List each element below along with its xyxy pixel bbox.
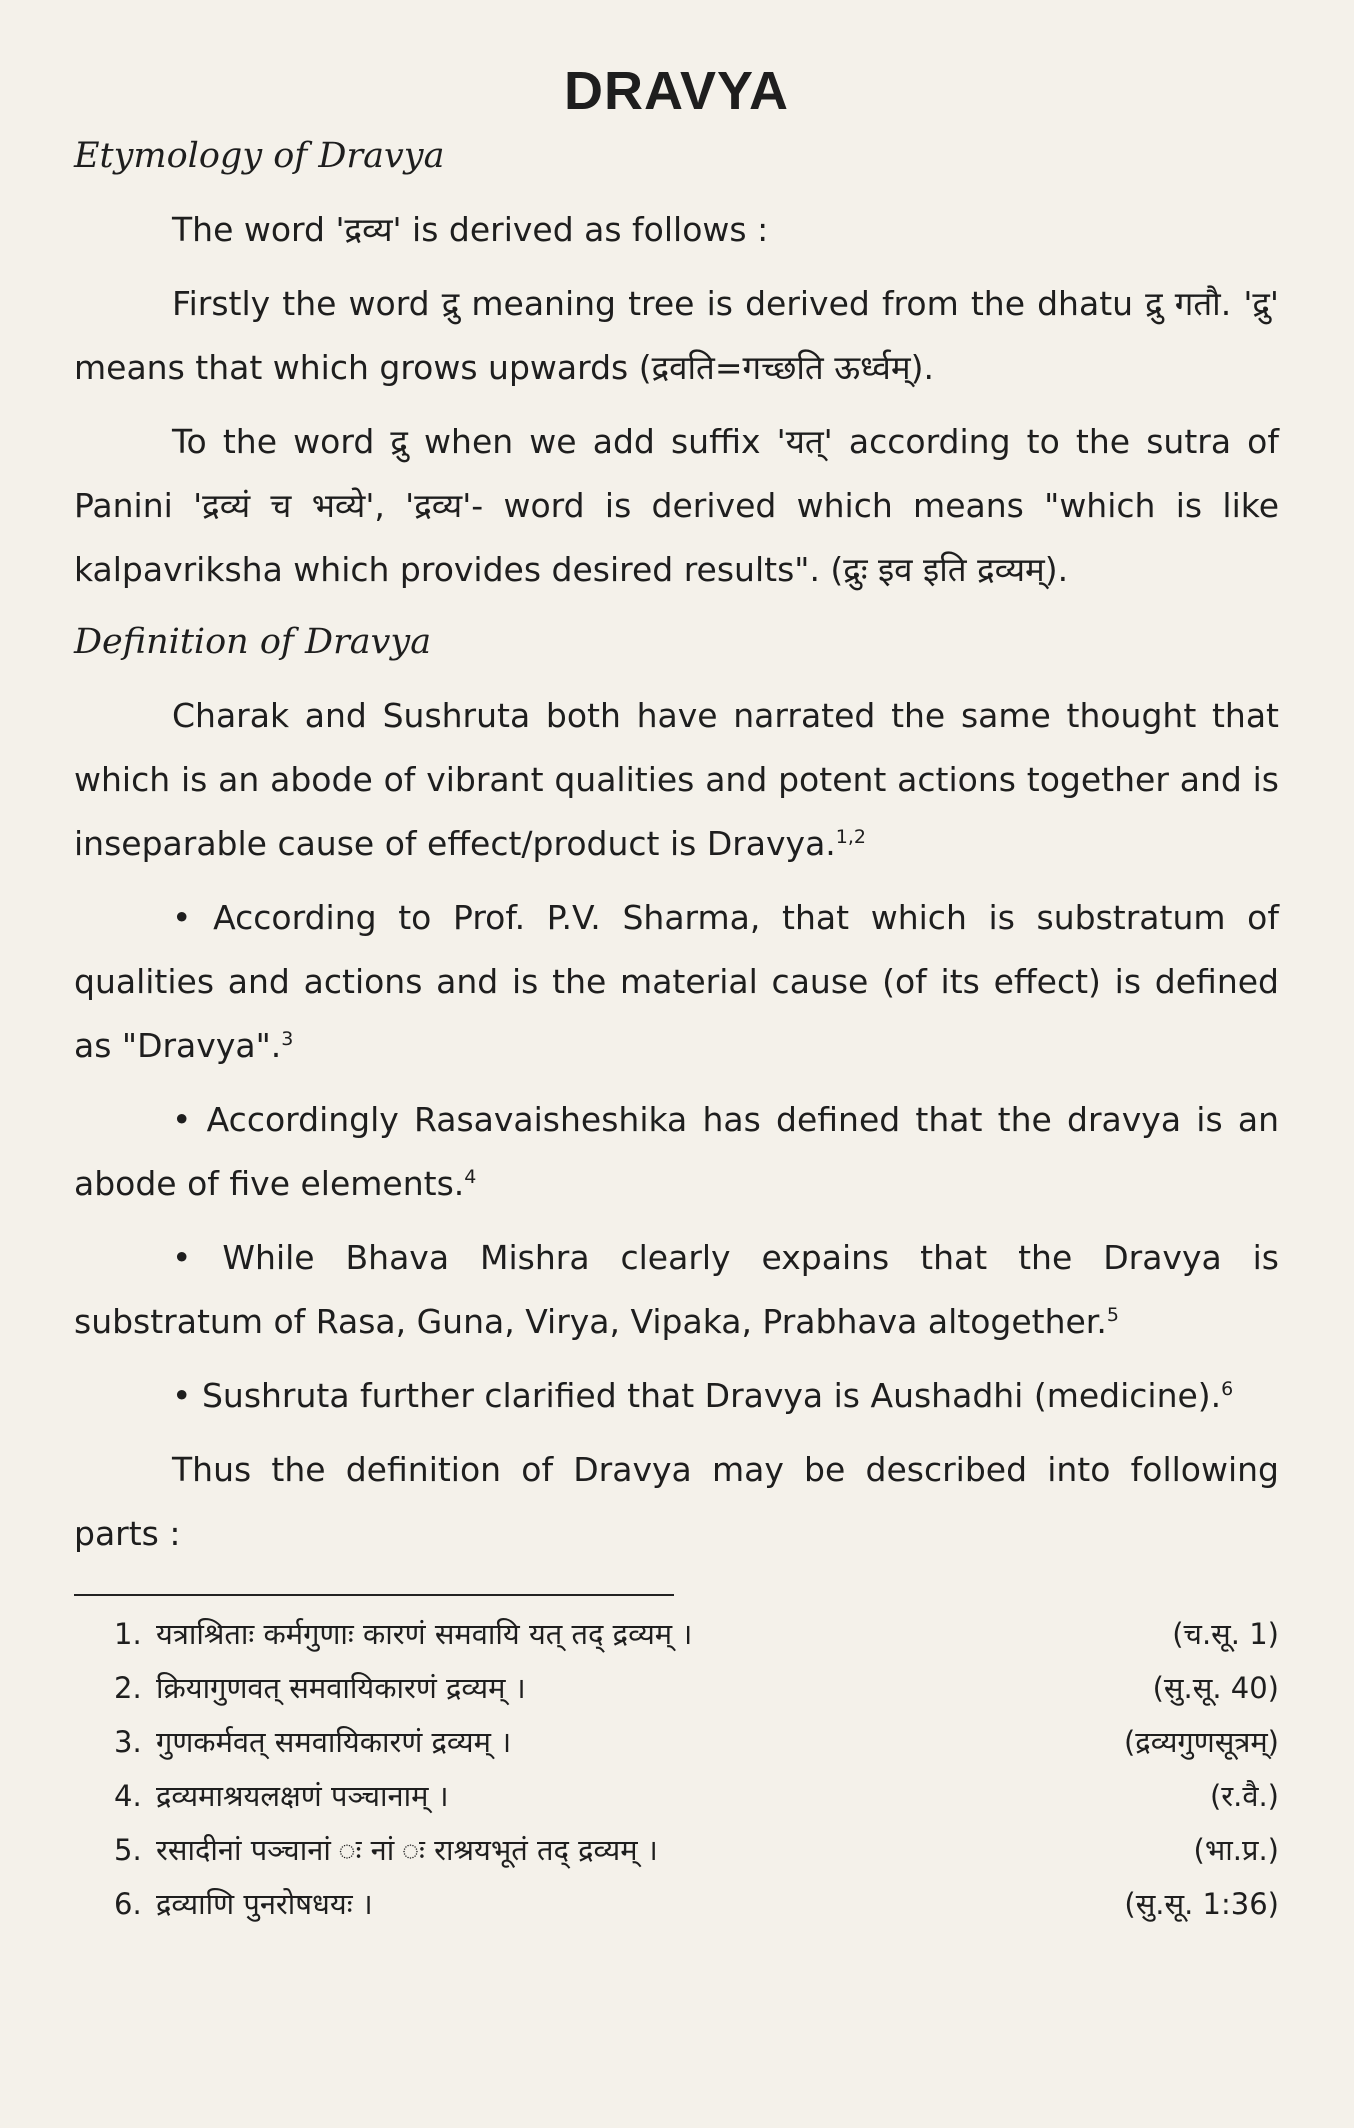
footnote-ref-5: 5 (1106, 1304, 1119, 1326)
definition-text-1: Charak and Sushruta both have narrated the same thought that which is an abode of vibrant qualities and potent actions together and is inseparable cause of effect/product is Dravya. (74, 696, 1279, 863)
footnote-ref-4: 4 (464, 1166, 477, 1188)
definition-paragraph-2 (74, 886, 1279, 1078)
page-title: DRAVYA (563, 61, 790, 121)
definition-paragraph-4 (74, 1226, 1279, 1354)
etymology-paragraph-1: The word 'द्रव्य' is derived as follows : (172, 210, 769, 249)
footnote-number: 2. (114, 1671, 142, 1705)
footnotes (74, 1614, 1279, 1938)
footnote-reference: (भा.प्र.) (1193, 1833, 1279, 1867)
footnote-row (74, 1614, 1279, 1668)
footnote-row (74, 1722, 1279, 1776)
footnote-number: 4. (114, 1779, 142, 1813)
footnote-text: द्रव्यमाश्रयलक्षणं पञ्चानाम् । (156, 1779, 449, 1813)
definition-text-4: • While Bhava Mishra clearly expains that the Dravya is substratum of Rasa, Guna, Virya, Vipaka, Prabhava altogether. (74, 1238, 1279, 1341)
footnote-reference: (द्रव्यगुणसूत्रम्) (1123, 1725, 1279, 1759)
footnote-reference: (र.वै.) (1209, 1779, 1279, 1813)
definition-text-5: • Sushruta further clarified that Dravya is Aushadhi (medicine). (172, 1376, 1222, 1415)
footnote-number: 1. (114, 1617, 142, 1651)
etymology-paragraph-3: To the word द्रु when we add suffix 'यत्' according to the sutra of Panini 'द्रव्यं च भव्ये', 'द्रव्य'- word is derived which means "which is like kalpavriksha which provides desired results". (द्रुः इव इति द्रव्यम्). (74, 422, 1279, 589)
footnote-text: रसादीनां पञ्चानां ः नां ः राश्रयभूतं तद् द्रव्यम् । (156, 1833, 658, 1867)
footnote-number: 6. (114, 1887, 142, 1921)
footnote-ref-1-2: 1,2 (835, 826, 867, 848)
definition-heading: Definition of Dravya (74, 622, 432, 662)
footnote-reference: (सु.सू. 40) (1152, 1671, 1279, 1705)
footnote-row (74, 1776, 1279, 1830)
etymology-heading: Etymology of Dravya (74, 136, 445, 176)
definition-text-3: • Accordingly Rasavaisheshika has defined that the dravya is an abode of five elements. (74, 1100, 1279, 1203)
footnote-reference: (सु.सू. 1:36) (1124, 1887, 1279, 1921)
footnote-text: क्रियागुणवत् समवायिकारणं द्रव्यम् । (156, 1671, 526, 1705)
footnote-reference: (च.सू. 1) (1172, 1617, 1279, 1651)
footnote-text: गुणकर्मवत् समवायिकारणं द्रव्यम् । (156, 1725, 512, 1759)
footnote-ref-6: 6 (1221, 1378, 1234, 1400)
definition-paragraph-6: Thus the definition of Dravya may be described into following parts : (74, 1450, 1279, 1553)
footnote-number: 3. (114, 1725, 142, 1759)
etymology-paragraph-2: Firstly the word द्रु meaning tree is derived from the dhatu द्रु गतौ. 'द्रु' means that which grows upwards (द्रवति=गच्छति ऊर्ध्वम्). (74, 284, 1279, 387)
footnote-row (74, 1668, 1279, 1722)
footnote-text: यत्राश्रिताः कर्मगुणाः कारणं समवायि यत् तद् द्रव्यम् । (156, 1617, 693, 1651)
footnote-row (74, 1884, 1279, 1938)
definition-paragraph-3 (74, 1088, 1279, 1216)
document-page (74, 40, 1279, 1938)
definition-paragraph-5 (74, 1364, 1279, 1428)
definition-text-2: • According to Prof. P.V. Sharma, that which is substratum of qualities and actions and is the material cause (of its effect) is defined as "Dravya". (74, 898, 1279, 1065)
footnote-divider (74, 1594, 674, 1596)
footnote-text: द्रव्याणि पुनरोषधयः । (156, 1887, 373, 1921)
footnote-row (74, 1830, 1279, 1884)
definition-paragraph-1 (74, 684, 1279, 876)
footnote-number: 5. (114, 1833, 142, 1867)
footnote-ref-3: 3 (281, 1028, 294, 1050)
